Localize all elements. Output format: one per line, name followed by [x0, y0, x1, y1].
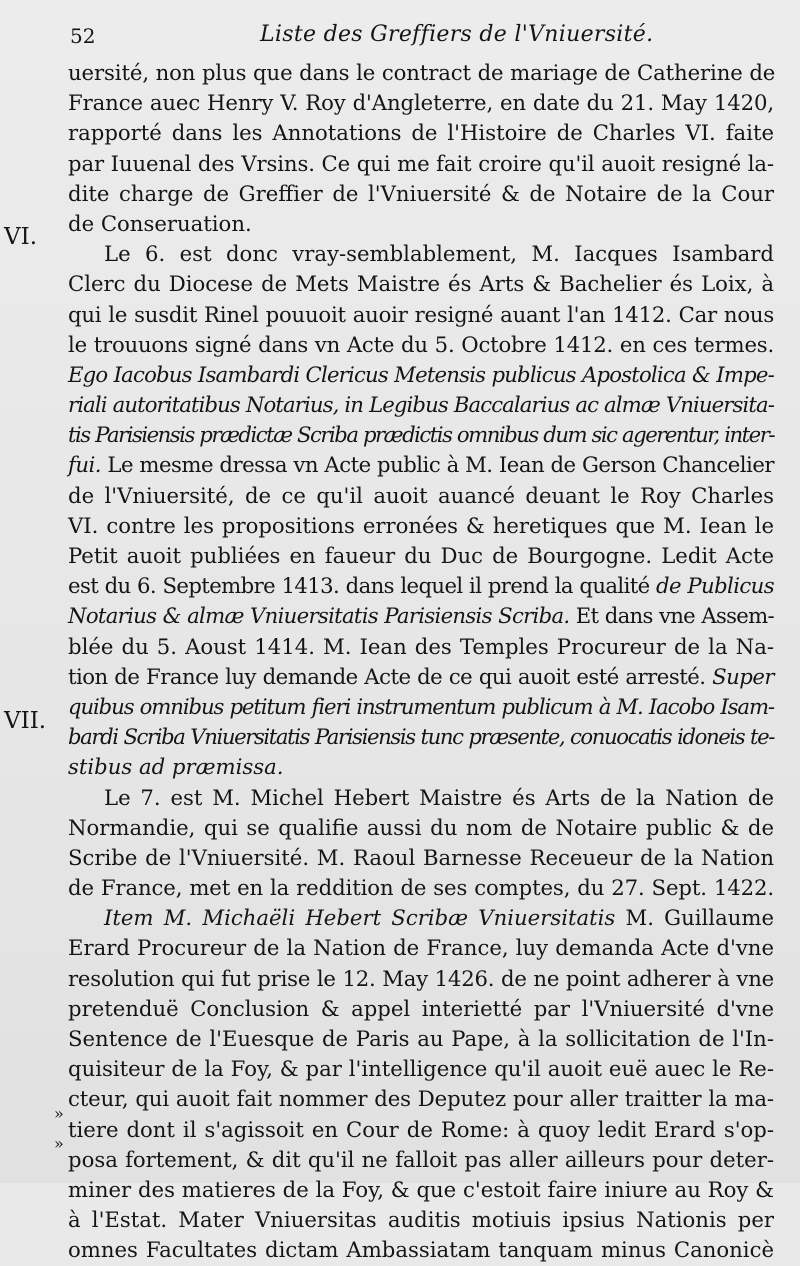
- text-line: quibus omnibus petitum fieri instrumentum publicum à M. Iacobo Isam-: [68, 693, 774, 719]
- section-marker-vii: VII.: [4, 708, 47, 734]
- text-line: Petit auoit publiées en faueur du Duc de Bourgogne. Ledit Acte: [68, 543, 774, 568]
- text-run: fui.: [68, 452, 101, 478]
- section-marker-vi: VI.: [4, 224, 38, 250]
- text-line: à l'Estat. Mater Vniuersitas auditis motiuis ipsius Nationis per: [68, 1207, 774, 1233]
- text-line: par Iuuenal des Vrsins. Ce qui me fait croire qu'il auoit resigné la-: [68, 150, 774, 176]
- text-line: [68, 903, 774, 933]
- text-line: cteur, qui auoit fait nommer des Deputez pour aller traitter la ma-: [68, 1086, 774, 1112]
- text-line: blée du 5. Aoust 1414. M. Iean des Temples Procureur de la Na-: [68, 633, 774, 659]
- text-line: stibus ad præmissa.: [68, 754, 284, 780]
- text-run: Super: [712, 663, 774, 689]
- text-line: quisiteur de la Foy, & par l'intelligence qu'il auoit euë auec le Re-: [68, 1056, 774, 1082]
- text-line: [68, 662, 774, 692]
- text-line: pretenduë Conclusion & appel interietté par l'Vniuersité d'vne: [68, 995, 774, 1021]
- text-line: France auec Henry V. Roy d'Angleterre, en date du 21. May 1420,: [68, 90, 774, 116]
- page-header: [70, 22, 770, 52]
- text-line: le trouuons signé dans vn Acte du 5. Octobre 1412. en ces termes.: [68, 331, 774, 357]
- text-line: riali autoritatibus Notarius, in Legibus Baccalarius ac almæ Vniuersita-: [68, 392, 774, 418]
- text-line: VI. contre les propositions erronées & heretiques que M. Iean le: [68, 512, 774, 538]
- text-line: [68, 601, 774, 631]
- text-run: tion de France luy demande Acte de ce qui auoit esté arresté.: [68, 663, 713, 689]
- page-number: 52: [70, 24, 96, 48]
- text-run: Et dans vne Assem-: [569, 603, 774, 629]
- text-line: posa fortement, & dit qu'il ne falloit pas aller ailleurs pour deter-: [68, 1146, 774, 1172]
- text-line: Clerc du Diocese de Mets Maistre és Arts & Bachelier és Loix, à: [68, 271, 774, 297]
- text-line: Normandie, qui se qualifie aussi du nom de Notaire public & de: [68, 814, 774, 840]
- text-line: Ego Iacobus Isambardi Clericus Metensis publicus Apostolica & Impe-: [68, 361, 774, 387]
- text-line: omnes Facultates dictam Ambassiatam tanquam minus Canonicè: [68, 1237, 774, 1263]
- text-line: de Conseruation.: [68, 210, 252, 236]
- text-run: de Publicus: [656, 573, 774, 599]
- body-text: [68, 58, 774, 1266]
- text-line: Sentence de l'Euesque de Paris au Pape, à la sollicitation de l'In-: [68, 1026, 774, 1051]
- text-run: Le mesme dressa vn Acte public à M. Iean de Gerson Chancelier: [101, 452, 774, 478]
- text-line: Scribe de l'Vniuersité. M. Raoul Barnesse Receueur de la Nation: [68, 844, 774, 870]
- text-line: de France, met en la reddition de ses comptes, du 27. Sept. 1422.: [68, 875, 774, 901]
- text-run: est du 6. Septembre 1413. dans lequel il prend la qualité: [68, 573, 657, 599]
- text-line: Erard Procureur de la Nation de France, luy demanda Acte d'vne: [68, 935, 774, 961]
- running-title: Liste des Greffiers de l'Vniuersité.: [260, 22, 654, 47]
- text-line: qui le susdit Rinel pouuoit auoir resigné auant l'an 1412. Car nous: [68, 301, 774, 327]
- text-line: uersité, non plus que dans le contract de mariage de Catherine de: [68, 60, 776, 85]
- text-line: de l'Vniuersité, de ce qu'il auoit auancé deuant le Roy Charles: [68, 482, 774, 508]
- text-run: M. Guillaume: [615, 905, 774, 931]
- text-run: Notarius & almæ Vniuersitatis Parisiensis Scriba.: [68, 603, 570, 629]
- text-line: tis Parisiensis prædictæ Scriba prædictis omnibus dum sic agerentur, inter-: [68, 422, 774, 448]
- text-line: [68, 450, 774, 480]
- text-run: Item M. Michaëli Hebert Scribæ Vniuersitatis: [104, 905, 616, 931]
- text-line: Le 6. est donc vray-semblablement, M. Iacques Isambard: [104, 241, 774, 267]
- text-line: miner des matieres de la Foy, & que c'estoit faire iniure au Roy &: [68, 1176, 774, 1202]
- text-line: [68, 571, 774, 601]
- quote-mark: »: [54, 1134, 64, 1153]
- text-line: Le 7. est M. Michel Hebert Maistre és Arts de la Nation de: [104, 784, 774, 810]
- text-line: resolution qui fut prise le 12. May 1426. de ne point adherer à vne: [68, 965, 774, 991]
- text-line: rapporté dans les Annotations de l'Histoire de Charles VI. faite: [68, 120, 774, 146]
- text-line: bardi Scriba Vniuersitatis Parisiensis tunc præsente, conuocatis idoneis te-: [68, 724, 774, 750]
- text-line: tiere dont il s'agissoit en Cour de Rome: à quoy ledit Erard s'op-: [68, 1116, 774, 1142]
- text-line: dite charge de Greffier de l'Vniuersité & de Notaire de la Cour: [68, 180, 774, 206]
- quote-mark: »: [54, 1104, 64, 1123]
